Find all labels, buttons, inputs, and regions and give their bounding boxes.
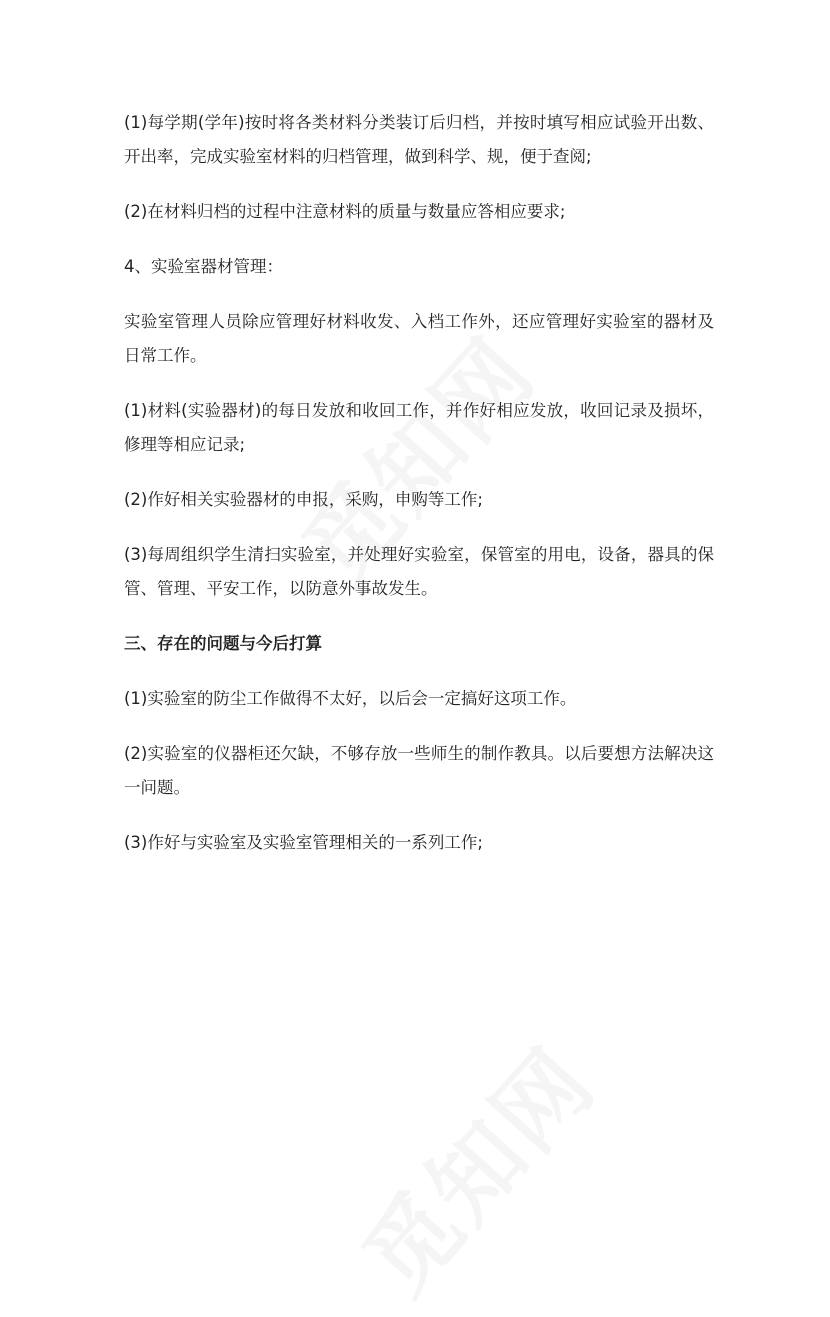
paragraph-equipment-cleaning: (3)每周组织学生清扫实验室，并处理好实验室，保管室的用电，设备，器具的保管、管理、平安工作，以防意外事故发生。 [124,545,714,598]
paragraph-equipment-daily: (1)材料(实验器材)的每日发放和收回工作，并作好相应发放，收回记录及损坏，修理等相应记录; [124,401,714,454]
watermark-text [329,1015,620,1317]
paragraph-archive-binding: (1)每学期(学年)按时将各类材料分类装订后归档，并按时填写相应试验开出数、开出率，完成实验室材料的归档管理，做到科学、规，便于查阅; [124,113,714,166]
paragraph-equipment-intro: 实验室管理人员除应管理好材料收发、入档工作外，还应管理好实验室的器材及日常工作。 [124,312,714,365]
section-heading-equipment: 4、实验室器材管理： [124,257,283,276]
paragraph-problem-cabinet: (2)实验室的仪器柜还欠缺，不够存放一些师生的制作教具。以后要想方法解决这一问题。 [124,744,714,797]
paragraph-problem-related-work: (3)作好与实验室及实验室管理相关的一系列工作; [124,833,483,852]
section-heading-problems: 三、存在的问题与今后打算 [124,634,322,653]
document-body [124,106,714,860]
paragraph-archive-quality: (2)在材料归档的过程中注意材料的质量与数量应答相应要求; [124,202,566,221]
paragraph-problem-dust: (1)实验室的防尘工作做得不太好，以后会一定搞好这项工作。 [124,689,577,708]
paragraph-equipment-purchase: (2)作好相关实验器材的申报，采购，申购等工作; [124,490,483,509]
